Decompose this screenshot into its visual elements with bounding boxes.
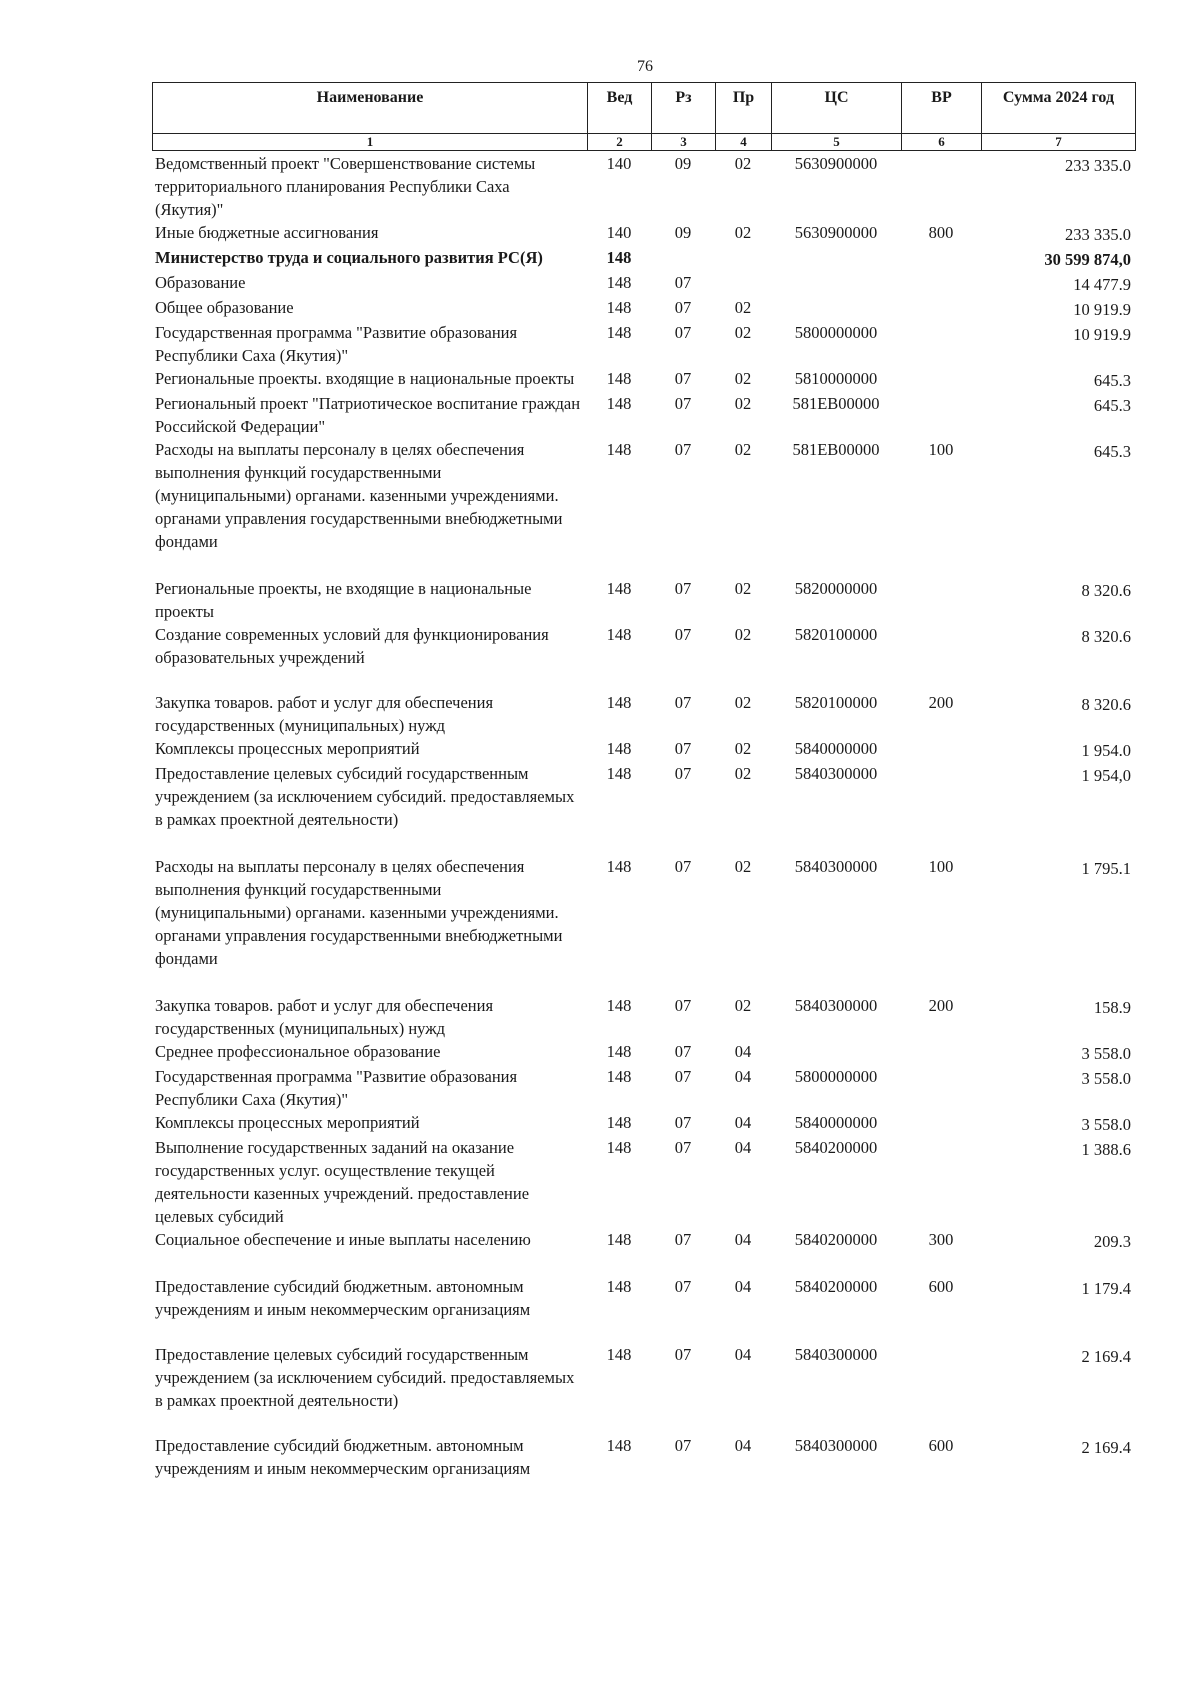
table-row xyxy=(152,296,1135,321)
row-ved: 140 xyxy=(606,154,632,173)
row-vr: 200 xyxy=(928,996,954,1015)
header-name: Наименование xyxy=(153,83,588,134)
row-sum: 1 388.6 xyxy=(1081,1140,1131,1159)
row-cs: 5840200000 xyxy=(794,1230,878,1249)
row-vr xyxy=(901,1136,981,1228)
row-pr: 04 xyxy=(734,1277,752,1296)
row-name: Региональные проекты, не входящие в национальные проекты xyxy=(155,579,532,621)
row-pr: 02 xyxy=(734,154,752,173)
row-ved: 148 xyxy=(606,739,632,758)
row-name: Предоставление субсидий бюджетным. автономным учреждениям и иным некоммерческим организациям xyxy=(155,1277,531,1319)
row-rz: 07 xyxy=(674,1138,692,1157)
row-cs: 5810000000 xyxy=(794,369,878,388)
row-sum: 8 320.6 xyxy=(1081,695,1131,714)
row-vr xyxy=(901,737,981,762)
row-rz: 07 xyxy=(674,1230,692,1249)
table-row xyxy=(152,392,1135,438)
table-row xyxy=(152,221,1135,246)
row-pr: 02 xyxy=(734,579,752,598)
row-sum: 2 169.4 xyxy=(1081,1347,1131,1366)
row-pr: 04 xyxy=(734,1138,752,1157)
table-row xyxy=(152,762,1135,855)
header-num-6: 6 xyxy=(902,134,982,151)
row-cs: 581EB00000 xyxy=(792,440,880,459)
table-row xyxy=(152,623,1135,691)
budget-table xyxy=(152,152,1135,1480)
row-rz: 07 xyxy=(674,298,692,317)
row-vr: 300 xyxy=(928,1230,954,1249)
row-cs: 5630900000 xyxy=(794,154,878,173)
row-name: Закупка товаров. работ и услуг для обеспечения государственных (муниципальных) нужд xyxy=(155,693,494,735)
row-vr xyxy=(901,246,981,271)
row-ved: 148 xyxy=(606,248,632,267)
header-num-2: 2 xyxy=(588,134,652,151)
row-rz: 07 xyxy=(674,394,692,413)
row-vr xyxy=(901,321,981,367)
row-pr: 02 xyxy=(734,739,752,758)
row-ved: 140 xyxy=(606,223,632,242)
table-header xyxy=(152,82,1136,151)
row-name: Создание современных условий для функционирования образовательных учреждений xyxy=(155,625,549,667)
row-name: Выполнение государственных заданий на оказание государственных услуг. осуществление текущей деятельности казенных учреждений. предоставление целевых субсидий xyxy=(155,1138,530,1226)
row-rz: 07 xyxy=(674,369,692,388)
row-sum: 10 919.9 xyxy=(1073,300,1131,319)
row-ved: 148 xyxy=(606,857,632,876)
row-name: Среднее профессиональное образование xyxy=(155,1042,441,1061)
header-vr: ВР xyxy=(902,83,982,134)
row-vr xyxy=(901,392,981,438)
row-rz xyxy=(651,246,715,271)
row-vr xyxy=(901,577,981,623)
header-sum: Сумма 2024 год xyxy=(982,83,1136,134)
table-row xyxy=(152,1111,1135,1136)
header-ved: Вед xyxy=(588,83,652,134)
row-vr: 800 xyxy=(928,223,954,242)
row-rz: 07 xyxy=(674,1436,692,1455)
row-pr: 02 xyxy=(734,996,752,1015)
row-name: Расходы на выплаты персоналу в целях обеспечения выполнения функций государственными (муниципальными) органами. казенными учреждениями. органами управления государственными внебюджетными фондами xyxy=(155,440,563,551)
row-pr: 04 xyxy=(734,1345,752,1364)
row-pr: 04 xyxy=(734,1067,752,1086)
row-ved: 148 xyxy=(606,996,632,1015)
row-sum: 158.9 xyxy=(1093,998,1131,1017)
table-row xyxy=(152,1275,1135,1343)
row-sum: 1 954.0 xyxy=(1081,741,1131,760)
row-name: Иные бюджетные ассигнования xyxy=(155,223,379,242)
row-sum: 1 179.4 xyxy=(1081,1279,1131,1298)
table-row xyxy=(152,367,1135,392)
header-num-1: 1 xyxy=(153,134,588,151)
row-cs: 5800000000 xyxy=(794,1067,878,1086)
row-ved: 148 xyxy=(606,394,632,413)
row-rz: 07 xyxy=(674,996,692,1015)
row-pr: 04 xyxy=(734,1230,752,1249)
row-name: Государственная программа "Развитие образования Республики Саха (Якутия)" xyxy=(155,1067,518,1109)
row-cs xyxy=(771,1040,901,1065)
row-ved: 148 xyxy=(606,1277,632,1296)
row-pr: 02 xyxy=(734,764,752,783)
row-rz: 07 xyxy=(674,625,692,644)
row-name: Предоставление целевых субсидий государственным учреждением (за исключением субсидий. предоставляемых в рамках проектной деятельности) xyxy=(155,764,575,829)
row-ved: 148 xyxy=(606,693,632,712)
row-name: Расходы на выплаты персоналу в целях обеспечения выполнения функций государственными (муниципальными) органами. казенными учреждениями. органами управления государственными внебюджетными фондами xyxy=(155,857,563,968)
row-cs xyxy=(771,246,901,271)
row-vr xyxy=(901,762,981,855)
row-vr xyxy=(901,271,981,296)
row-ved: 148 xyxy=(606,1067,632,1086)
row-cs: 5840000000 xyxy=(794,739,878,758)
header-num-5: 5 xyxy=(772,134,902,151)
row-cs: 5820100000 xyxy=(794,693,878,712)
row-sum: 3 558.0 xyxy=(1081,1044,1131,1063)
row-vr: 600 xyxy=(928,1436,954,1455)
row-ved: 148 xyxy=(606,1436,632,1455)
row-sum: 645.3 xyxy=(1093,396,1131,415)
table-row xyxy=(152,1040,1135,1065)
row-vr xyxy=(901,1111,981,1136)
row-cs: 5840300000 xyxy=(794,1345,878,1364)
row-vr xyxy=(901,1065,981,1111)
row-pr: 04 xyxy=(734,1042,752,1061)
row-cs: 5840200000 xyxy=(794,1138,878,1157)
row-pr: 02 xyxy=(734,440,752,459)
row-ved: 148 xyxy=(606,1345,632,1364)
header-num-4: 4 xyxy=(716,134,772,151)
row-sum: 1 954,0 xyxy=(1081,766,1131,785)
table-row xyxy=(152,994,1135,1040)
row-sum: 645.3 xyxy=(1093,442,1131,461)
row-vr: 600 xyxy=(928,1277,954,1296)
row-ved: 148 xyxy=(606,1113,632,1132)
row-cs: 5820000000 xyxy=(794,579,878,598)
table-row xyxy=(152,438,1135,577)
row-pr: 02 xyxy=(734,369,752,388)
row-pr: 02 xyxy=(734,625,752,644)
row-sum: 233 335.0 xyxy=(1065,225,1131,244)
row-rz: 07 xyxy=(674,1277,692,1296)
row-sum: 8 320.6 xyxy=(1081,627,1131,646)
row-name: Комплексы процессных мероприятий xyxy=(155,739,420,758)
row-vr: 100 xyxy=(928,857,954,876)
page-number: 76 xyxy=(637,58,653,75)
row-cs xyxy=(771,271,901,296)
row-name: Региональный проект "Патриотическое воспитание граждан Российской Федерации" xyxy=(155,394,581,436)
row-name: Министерство труда и социального развития РС(Я) xyxy=(155,248,543,267)
row-cs: 5840200000 xyxy=(794,1277,878,1296)
row-ved: 148 xyxy=(606,273,632,292)
row-ved: 148 xyxy=(606,298,632,317)
row-name: Комплексы процессных мероприятий xyxy=(155,1113,420,1132)
row-vr xyxy=(901,623,981,691)
row-name: Социальное обеспечение и иные выплаты населению xyxy=(155,1230,531,1249)
row-rz: 07 xyxy=(674,440,692,459)
row-sum: 10 919.9 xyxy=(1073,325,1131,344)
table-row xyxy=(152,321,1135,367)
table-row xyxy=(152,1343,1135,1434)
row-vr xyxy=(901,1343,981,1434)
header-num-7: 7 xyxy=(982,134,1136,151)
row-rz: 07 xyxy=(674,1345,692,1364)
table-row xyxy=(152,1136,1135,1228)
row-sum: 14 477.9 xyxy=(1073,275,1131,294)
row-ved: 148 xyxy=(606,1138,632,1157)
row-vr: 200 xyxy=(928,693,954,712)
row-ved: 148 xyxy=(606,579,632,598)
header-pr: Пр xyxy=(716,83,772,134)
row-pr xyxy=(715,271,771,296)
row-pr: 02 xyxy=(734,394,752,413)
row-name: Ведомственный проект "Совершенствование системы территориального планирования Республики Саха (Якутия)" xyxy=(155,154,536,219)
row-cs: 5840300000 xyxy=(794,764,878,783)
row-sum: 645.3 xyxy=(1093,371,1131,390)
row-sum: 3 558.0 xyxy=(1081,1069,1131,1088)
row-vr xyxy=(901,152,981,221)
row-ved: 148 xyxy=(606,440,632,459)
row-sum: 8 320.6 xyxy=(1081,581,1131,600)
table-row xyxy=(152,577,1135,623)
row-vr xyxy=(901,1040,981,1065)
row-vr: 100 xyxy=(928,440,954,459)
row-sum: 30 599 874,0 xyxy=(1044,250,1131,269)
row-vr xyxy=(901,296,981,321)
row-ved: 148 xyxy=(606,369,632,388)
row-pr: 04 xyxy=(734,1436,752,1455)
row-name: Закупка товаров. работ и услуг для обеспечения государственных (муниципальных) нужд xyxy=(155,996,494,1038)
row-sum: 233 335.0 xyxy=(1065,156,1131,175)
row-cs: 5820100000 xyxy=(794,625,878,644)
row-rz: 07 xyxy=(674,739,692,758)
row-sum: 1 795.1 xyxy=(1081,859,1131,878)
row-pr xyxy=(715,246,771,271)
row-rz: 07 xyxy=(674,323,692,342)
row-rz: 07 xyxy=(674,857,692,876)
table-row xyxy=(152,1065,1135,1111)
row-pr: 02 xyxy=(734,323,752,342)
row-rz: 07 xyxy=(674,1113,692,1132)
row-sum: 209.3 xyxy=(1093,1232,1131,1251)
row-ved: 148 xyxy=(606,764,632,783)
header-rz: Рз xyxy=(652,83,716,134)
table-row xyxy=(152,271,1135,296)
header-cs: ЦС xyxy=(772,83,902,134)
row-pr: 02 xyxy=(734,857,752,876)
header-num-3: 3 xyxy=(652,134,716,151)
row-vr xyxy=(901,367,981,392)
row-sum: 3 558.0 xyxy=(1081,1115,1131,1134)
row-ved: 148 xyxy=(606,1042,632,1061)
row-name: Предоставление целевых субсидий государственным учреждением (за исключением субсидий. предоставляемых в рамках проектной деятельности) xyxy=(155,1345,575,1410)
row-cs: 581EB00000 xyxy=(792,394,880,413)
row-rz: 09 xyxy=(674,223,692,242)
row-cs: 5800000000 xyxy=(794,323,878,342)
row-name: Образование xyxy=(155,273,246,292)
row-rz: 07 xyxy=(674,1067,692,1086)
row-name: Общее образование xyxy=(155,298,294,317)
row-name: Предоставление субсидий бюджетным. автономным учреждениям и иным некоммерческим организациям xyxy=(155,1436,531,1478)
table-row xyxy=(152,691,1135,737)
row-rz: 09 xyxy=(674,154,692,173)
row-pr: 02 xyxy=(734,693,752,712)
row-cs: 5630900000 xyxy=(794,223,878,242)
row-ved: 148 xyxy=(606,1230,632,1249)
row-name: Региональные проекты. входящие в национальные проекты xyxy=(155,369,575,388)
row-name: Государственная программа "Развитие образования Республики Саха (Якутия)" xyxy=(155,323,518,365)
table-row xyxy=(152,737,1135,762)
row-pr: 02 xyxy=(734,298,752,317)
table-row xyxy=(152,855,1135,994)
table-row xyxy=(152,1228,1135,1275)
row-cs: 5840000000 xyxy=(794,1113,878,1132)
row-cs xyxy=(771,296,901,321)
row-ved: 148 xyxy=(606,323,632,342)
row-rz: 07 xyxy=(674,693,692,712)
row-pr: 04 xyxy=(734,1113,752,1132)
row-ved: 148 xyxy=(606,625,632,644)
row-rz: 07 xyxy=(674,273,692,292)
table-row xyxy=(152,246,1135,271)
table-row xyxy=(152,152,1135,221)
row-rz: 07 xyxy=(674,764,692,783)
table-row xyxy=(152,1434,1135,1480)
row-cs: 5840300000 xyxy=(794,1436,878,1455)
row-rz: 07 xyxy=(674,579,692,598)
row-cs: 5840300000 xyxy=(794,996,878,1015)
row-cs: 5840300000 xyxy=(794,857,878,876)
row-pr: 02 xyxy=(734,223,752,242)
row-rz: 07 xyxy=(674,1042,692,1061)
row-sum: 2 169.4 xyxy=(1081,1438,1131,1457)
